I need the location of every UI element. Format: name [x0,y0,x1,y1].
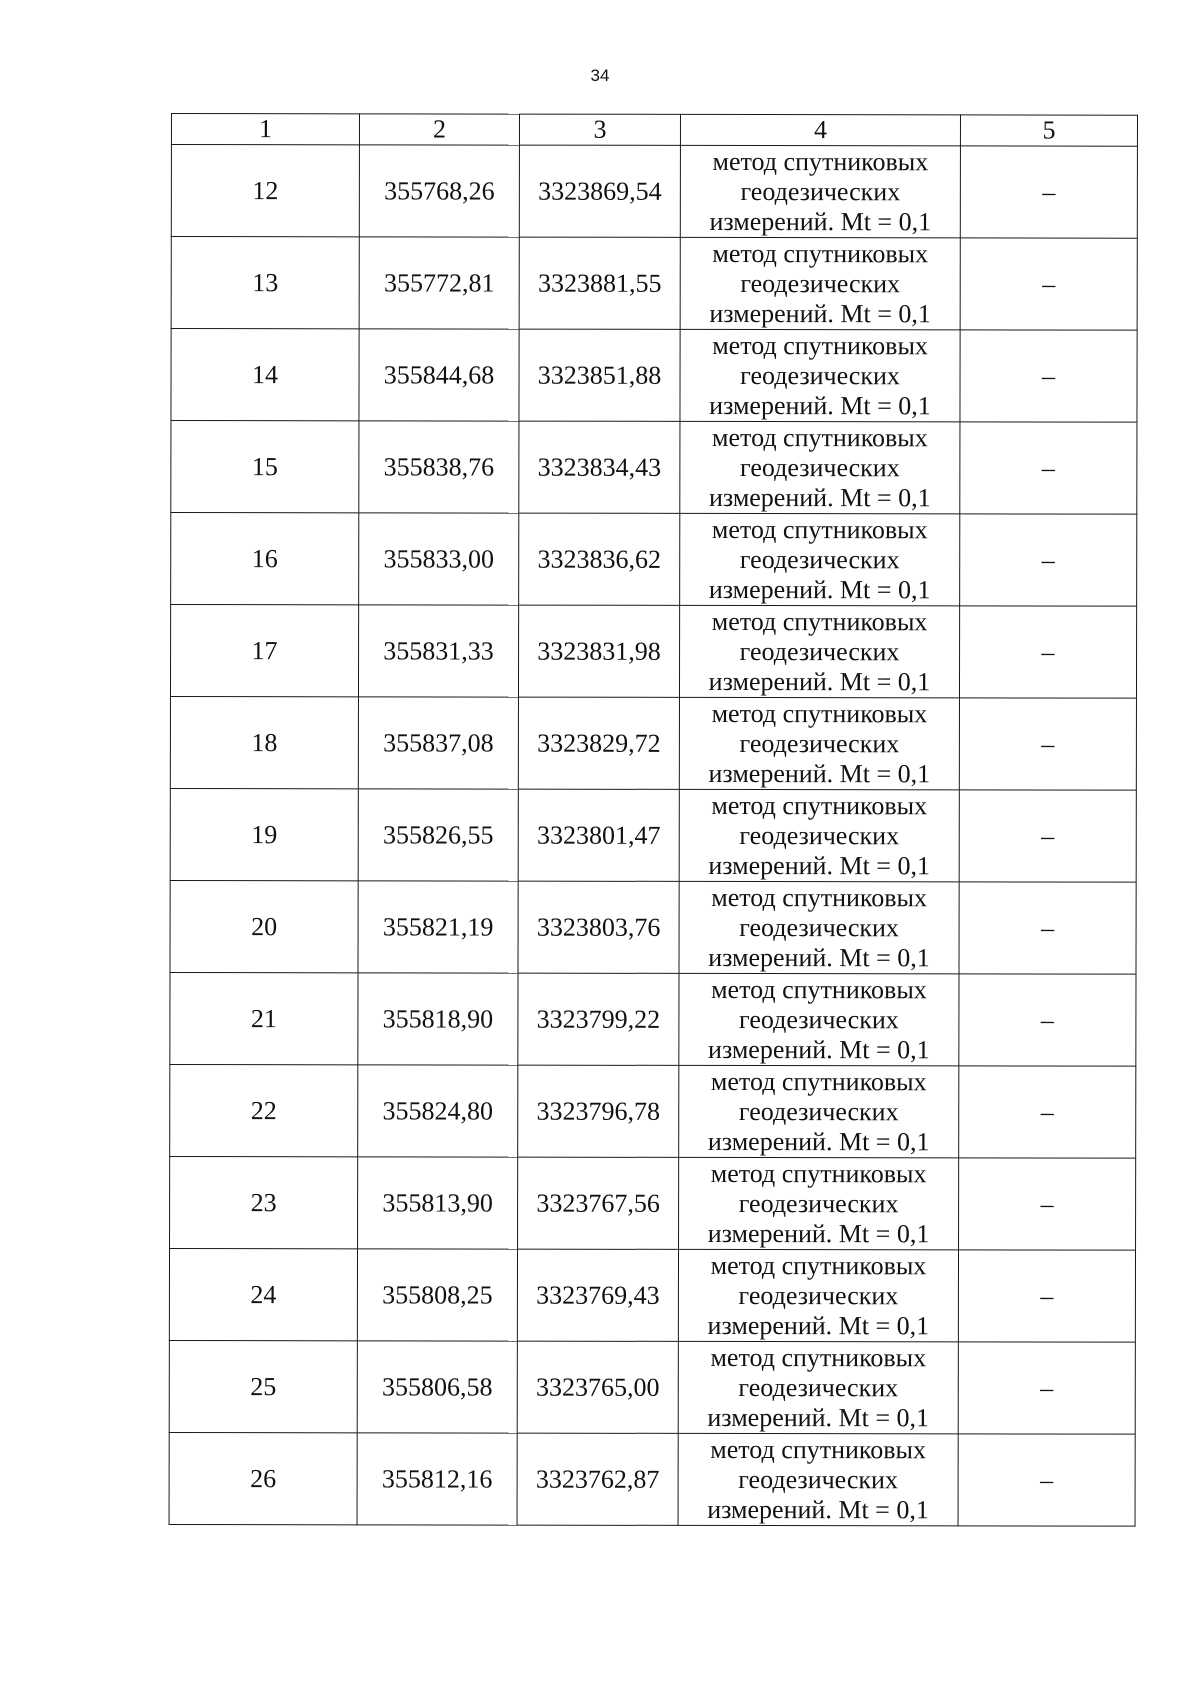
note-cell: – [959,698,1136,790]
point-number-cell: 16 [171,513,359,605]
page-number: 34 [590,66,610,85]
x-coordinate-cell: 355813,90 [358,1157,518,1249]
method-cell: метод спутниковых геодезических измерений. Mt = 0,1 [679,1065,959,1157]
table-row [169,1248,1135,1342]
y-coordinate-cell: 3323769,43 [517,1249,678,1341]
table-body [169,145,1137,1527]
table-header [171,114,1137,147]
note-cell: – [958,1342,1135,1434]
x-coordinate-cell: 355844,68 [359,329,519,421]
note-cell: – [960,514,1137,606]
method-cell: метод спутниковых геодезических измерений. Mt = 0,1 [678,1433,958,1525]
table-row [170,972,1136,1066]
y-coordinate-cell: 3323799,22 [518,973,679,1065]
y-coordinate-cell: 3323851,88 [519,329,680,421]
method-cell: метод спутниковых геодезических измерений. Mt = 0,1 [680,237,960,329]
x-coordinate-cell: 355806,58 [357,1341,517,1433]
point-number-cell: 13 [171,237,359,329]
method-cell: метод спутниковых геодезических измерений. Mt = 0,1 [680,145,960,237]
y-coordinate-cell: 3323829,72 [518,697,679,789]
y-coordinate-cell: 3323869,54 [519,145,680,237]
x-coordinate-cell: 355826,55 [358,789,518,881]
coordinates-table [169,113,1138,1527]
table-row [171,421,1137,515]
column-header-4: 4 [680,114,960,145]
method-cell: метод спутниковых геодезических измерений. Mt = 0,1 [679,1157,959,1249]
note-cell: – [959,790,1136,882]
x-coordinate-cell: 355838,76 [359,421,519,513]
x-coordinate-cell: 355818,90 [358,973,518,1065]
method-cell: метод спутниковых геодезических измерений. Mt = 0,1 [678,1249,958,1341]
x-coordinate-cell: 355831,33 [358,605,518,697]
method-cell: метод спутниковых геодезических измерений. Mt = 0,1 [680,329,960,421]
method-cell: метод спутниковых геодезических измерений. Mt = 0,1 [679,697,959,789]
point-number-cell: 20 [170,880,358,972]
point-number-cell: 19 [170,788,358,880]
note-cell: – [960,238,1137,330]
point-number-cell: 15 [171,421,359,513]
note-cell: – [958,1434,1135,1526]
point-number-cell: 17 [170,605,358,697]
point-number-cell: 25 [169,1340,357,1432]
table-row [170,1156,1136,1250]
table-row [171,237,1137,331]
y-coordinate-cell: 3323767,56 [518,1157,679,1249]
note-cell: – [959,1066,1136,1158]
header-row [171,114,1137,147]
table-row [171,145,1137,239]
column-header-2: 2 [359,114,519,145]
point-number-cell: 23 [170,1156,358,1248]
table-row [169,1340,1135,1434]
point-number-cell: 22 [170,1064,358,1156]
y-coordinate-cell: 3323834,43 [519,421,680,513]
point-number-cell: 24 [169,1248,357,1340]
note-cell: – [959,1158,1136,1250]
y-coordinate-cell: 3323765,00 [517,1341,678,1433]
method-cell: метод спутниковых геодезических измерений. Mt = 0,1 [679,605,959,697]
method-cell: метод спутниковых геодезических измерений. Mt = 0,1 [680,513,960,605]
y-coordinate-cell: 3323801,47 [518,789,679,881]
table-row [170,1064,1136,1158]
method-cell: метод спутниковых геодезических измерений. Mt = 0,1 [680,421,960,513]
method-cell: метод спутниковых геодезических измерений. Mt = 0,1 [678,1341,958,1433]
table-row [171,329,1137,423]
method-cell: метод спутниковых геодезических измерений. Mt = 0,1 [679,973,959,1065]
note-cell: – [959,882,1136,974]
x-coordinate-cell: 355833,00 [359,513,519,605]
x-coordinate-cell: 355772,81 [359,237,519,329]
table-row [170,880,1136,974]
note-cell: – [960,146,1137,238]
y-coordinate-cell: 3323881,55 [519,237,680,329]
method-cell: метод спутниковых геодезических измерений. Mt = 0,1 [679,881,959,973]
x-coordinate-cell: 355821,19 [358,881,518,973]
x-coordinate-cell: 355808,25 [357,1249,517,1341]
point-number-cell: 26 [169,1432,357,1524]
note-cell: – [959,606,1136,698]
note-cell: – [960,330,1137,422]
point-number-cell: 21 [170,972,358,1064]
x-coordinate-cell: 355812,16 [357,1433,517,1525]
note-cell: – [959,974,1136,1066]
table-row [169,1432,1135,1526]
table-row [171,513,1137,607]
table-row [170,697,1136,791]
x-coordinate-cell: 355837,08 [358,697,518,789]
x-coordinate-cell: 355768,26 [359,145,519,237]
column-header-5: 5 [960,115,1137,146]
table-row [170,788,1136,882]
point-number-cell: 14 [171,329,359,421]
y-coordinate-cell: 3323831,98 [518,605,679,697]
column-header-3: 3 [519,114,680,145]
note-cell: – [960,422,1137,514]
method-cell: метод спутниковых геодезических измерений. Mt = 0,1 [679,789,959,881]
y-coordinate-cell: 3323803,76 [518,881,679,973]
note-cell: – [958,1250,1135,1342]
y-coordinate-cell: 3323762,87 [517,1433,678,1525]
point-number-cell: 18 [170,697,358,789]
y-coordinate-cell: 3323796,78 [518,1065,679,1157]
y-coordinate-cell: 3323836,62 [519,513,680,605]
x-coordinate-cell: 355824,80 [358,1065,518,1157]
column-header-1: 1 [171,114,359,145]
table-row [170,605,1136,699]
point-number-cell: 12 [171,145,359,237]
